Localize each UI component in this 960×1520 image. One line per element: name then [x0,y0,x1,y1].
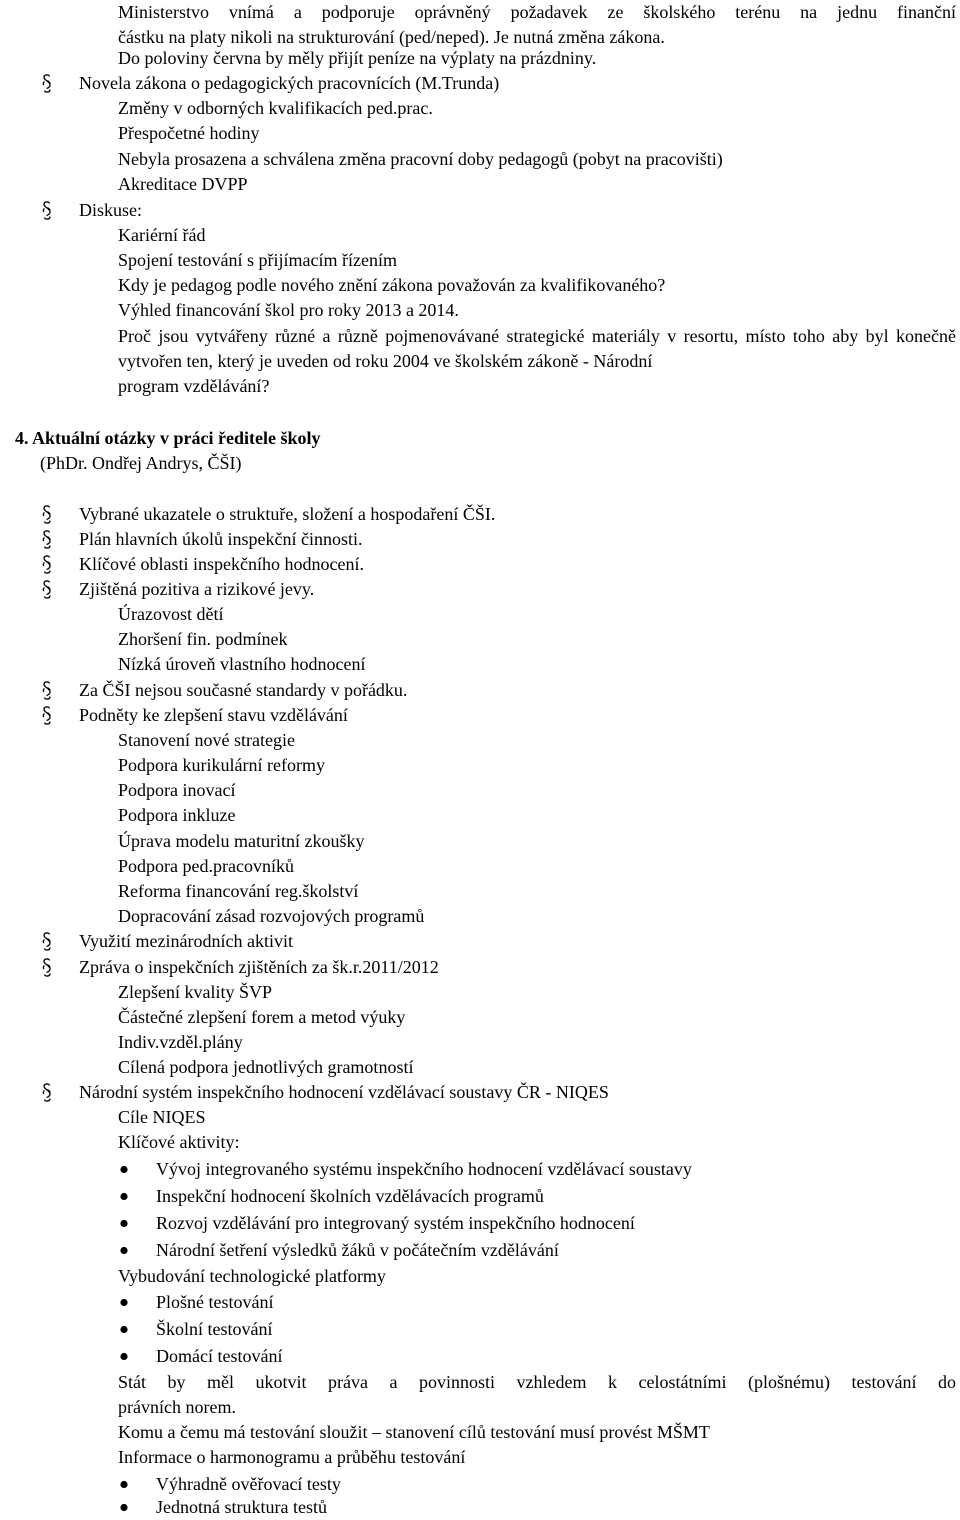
bullet-icon [118,1344,130,1369]
section-sign-icon [40,1080,58,1105]
text-line: Zlepšení kvality ŠVP [118,982,272,1002]
text-line: Akreditace DVPP [118,174,248,194]
text-line: Vybudování technologické platformy [118,1266,386,1286]
paragraph-ministerstvo [118,0,956,25]
section-sign-icon [40,527,58,552]
text-line: Indiv.vzděl.plány [118,1032,243,1052]
text-line: Reforma financování reg.školství [118,881,359,901]
bullet-item: Rozvoj vzdělávání pro integrovaný systém inspekčního hodnocení [156,1213,635,1233]
text-line: Klíčové aktivity: [118,1132,240,1152]
text-line: Cílená podpora jednotlivých gramotností [118,1057,414,1077]
list-item: Národní systém inspekčního hodnocení vzdělávací soustavy ČR - NIQES [79,1082,609,1102]
section-sign-icon [40,955,58,980]
text-line: Komu a čemu má testování sloužit – stanovení cílů testování musí provést MŠMT [118,1422,710,1442]
bullet-icon [118,1238,130,1263]
section-sign-icon [40,703,58,728]
list-item: Za ČŠI nejsou současné standardy v pořádku. [79,680,408,700]
text-line: Spojení testování s přijímacím řízením [118,250,397,270]
text-line: Do poloviny června by měly přijít peníze na výplaty na prázdniny. [118,48,597,68]
text-line: částku na platy nikoli na strukturování (ped/neped). Je nutná změna zákona. [118,27,665,47]
list-item: Klíčové oblasti inspekčního hodnocení. [79,554,364,574]
bullet-item: Domácí testování [156,1346,283,1366]
list-item: Využití mezinárodních aktivit [79,931,293,951]
text-line: Nebyla prosazena a schválena změna pracovní doby pedagogů (pobyt na pracovišti) [118,149,723,169]
text-line: Informace o harmonogramu a průběhu testování [118,1447,466,1467]
bullet-item: Školní testování [156,1319,273,1339]
list-item: Podněty ke zlepšení stavu vzdělávání [79,705,348,725]
text-line: Cíle NIQES [118,1107,206,1127]
text-line: Dopracování zásad rozvojových programů [118,906,425,926]
section-sign-icon [40,678,58,703]
list-item: Zpráva o inspekčních zjištěních za šk.r.2011/2012 [79,957,439,977]
text-line: program vzdělávání? [118,376,270,396]
bullet-icon [118,1184,130,1209]
section-heading: 4. Aktuální otázky v práci ředitele školy [15,428,321,448]
text-line: Podpora inovací [118,780,236,800]
text-line: Podpora kurikulární reformy [118,755,325,775]
text-line: Změny v odborných kvalifikacích ped.prac. [118,98,433,118]
bullet-icon [118,1290,130,1315]
text-line: Úprava modelu maturitní zkoušky [118,831,365,851]
list-item: Zjištěná pozitiva a rizikové jevy. [79,579,315,599]
paragraph-proc [118,324,956,374]
section-author: (PhDr. Ondřej Andrys, ČŠI) [40,453,242,473]
text-line: Ministerstvo vnímá a podporuje oprávněný požadavek ze školského terénu na jednu finanční [118,2,956,22]
text-line: Kdy je pedagog podle nového znění zákona považován za kvalifikovaného? [118,275,666,295]
section-sign-icon [40,929,58,954]
text-line: Zhoršení fin. podmínek [118,629,288,649]
paragraph-stat [118,1370,956,1395]
text-line: Stát by měl ukotvit práva a povinnosti vzhledem k celostátními (plošnému) testování do [118,1372,956,1392]
text-line: Nízká úroveň vlastního hodnocení [118,654,366,674]
bullet-icon [118,1472,130,1497]
section-sign-icon [40,502,58,527]
section-sign-icon [40,71,58,96]
text-line: Částečné zlepšení forem a metod výuky [118,1007,406,1027]
bullet-item: Jednotná struktura testů [156,1497,327,1517]
text-line: Výhled financování škol pro roky 2013 a 2014. [118,300,459,320]
section-sign-icon [40,552,58,577]
bullet-item: Vývoj integrovaného systému inspekčního hodnocení vzdělávací soustavy [156,1159,692,1179]
bullet-item: Výhradně ověřovací testy [156,1474,341,1494]
text-line: Úrazovost dětí [118,604,224,624]
bullet-icon [118,1157,130,1182]
text-line: právních norem. [118,1397,236,1417]
section-sign-icon [40,198,58,223]
bullet-icon [118,1317,130,1342]
text-line: Podpora inkluze [118,805,236,825]
text-line: Stanovení nové strategie [118,730,295,750]
text-line: Podpora ped.pracovníků [118,856,294,876]
list-item: Plán hlavních úkolů inspekční činnosti. [79,529,363,549]
text-line: Kariérní řád [118,225,206,245]
text-line: Proč jsou vytvářeny různé a různě pojmenovávané strategické materiály v resortu, místo toho aby byl konečně vytvořen ten, který je uveden od roku 2004 ve školském zákoně - Národní [118,326,956,371]
bullet-item: Inspekční hodnocení školních vzdělávacích programů [156,1186,544,1206]
bullet-icon [118,1211,130,1236]
list-item: Diskuse: [79,200,142,220]
text-line: Přespočetné hodiny [118,123,260,143]
list-item: Vybrané ukazatele o struktuře, složení a hospodaření ČŠI. [79,504,496,524]
section-sign-icon [40,577,58,602]
bullet-icon [118,1495,130,1520]
bullet-item: Národní šetření výsledků žáků v počátečním vzdělávání [156,1240,559,1260]
list-item: Novela zákona o pedagogických pracovnících (M.Trunda) [79,73,500,93]
bullet-item: Plošné testování [156,1292,274,1312]
